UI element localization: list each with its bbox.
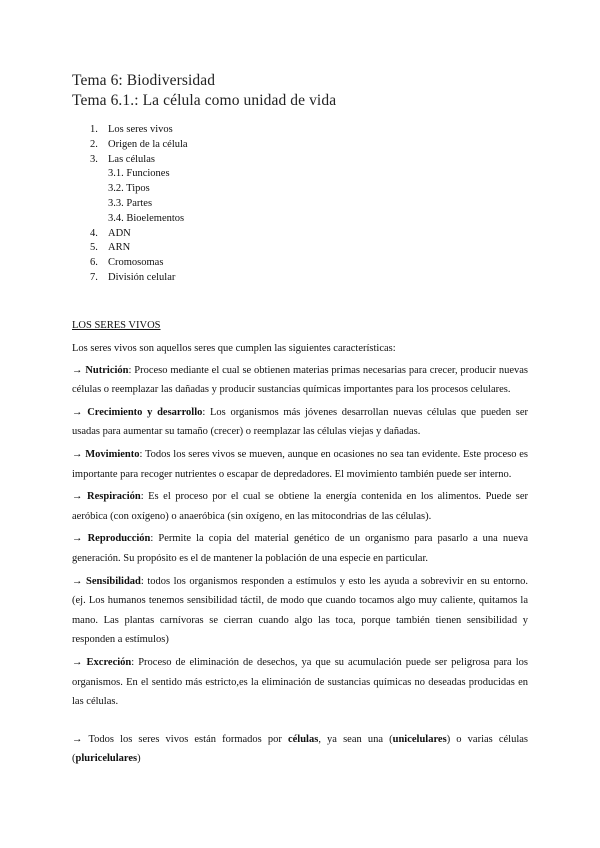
characteristic-excrecion: → Excreción: Proceso de eliminación de desechos, ya que su acumulación puede ser peligrosa para los organismos. En el sentido más estricto,es la eliminación de sustancias químicas no deseadas producidas en las células. xyxy=(72,656,528,708)
toc-item: 6. Cromosomas xyxy=(90,257,164,269)
section-intro: Los seres vivos son aquellos seres que cumplen las siguientes características: xyxy=(72,343,396,354)
characteristic-sensibilidad: → Sensibilidad: todos los organismos responden a estímulos y esto les ayuda a sobrevivir en su entorno. (ej. Los humanos tenemos sensibilidad táctil, de modo que cuando tocamos algo muy caliente, quitamos la mano. Las plantas carnívoras se cierran cuando algo las toca, porque también tienen sensibilidad y responden a estímulos) xyxy=(72,575,529,646)
toc-subitem: 3.4. Bioelementos xyxy=(108,212,185,224)
document-subtitle: Tema 6.1.: La célula como unidad de vida xyxy=(72,92,337,109)
closing-statement: → Todos los seres vivos están formados por células, ya sean una (unicelulares) o varias células (pluricelulares) xyxy=(72,733,528,765)
toc-item: 2. Origen de la célula xyxy=(90,138,188,150)
characteristic-movimiento: → Movimiento: Todos los seres vivos se mueven, aunque en ocasiones no sea tan evidente. Este proceso es importante para recoger nutrientes o escapar de depredadores. El movimiento también puede ser interno. xyxy=(72,448,528,480)
section-seres-vivos xyxy=(72,318,528,772)
toc-item: 4. ADN xyxy=(90,227,131,239)
characteristic-nutricion: → Nutrición: Proceso mediante el cual se obtienen materias primas necesarias para crecer, producir nuevas células o reemplazar las dañadas y producir sustancias químicas importantes para los procesos celulares. xyxy=(72,364,528,396)
document-title: Tema 6: Biodiversidad xyxy=(72,72,216,89)
characteristic-reproduccion: → Reproducción: Permite la copia del material genético de un organismo para pasarlo a una nueva generación. Su propósito es el de mantener la población de una especie en particular. xyxy=(72,533,528,564)
toc-item: 1. Los seres vivos xyxy=(90,124,173,135)
table-of-contents xyxy=(72,123,188,286)
toc-subitem: 3.2. Tipos xyxy=(108,183,150,195)
characteristic-crecimiento: → Crecimiento y desarrollo: Los organismos más jóvenes desarrollan nuevas células que pueden ser usadas para aumentar su tamaño (crecer) o reemplazar las células viejas y dañadas. xyxy=(72,406,529,438)
toc-subitem: 3.1. Funciones xyxy=(108,168,170,180)
characteristic-respiracion: → Respiración: Es el proceso por el cual se obtiene la energía contenida en los alimentos. Puede ser aeróbica (con oxígeno) o anaeróbica (sin oxígeno, en las mitocondrias de las células). xyxy=(72,491,529,522)
toc-item: 7. División celular xyxy=(90,271,176,283)
toc-subitem: 3.3. Partes xyxy=(108,197,153,209)
toc-item: 3. Las células xyxy=(90,153,155,165)
section-heading: LOS SERES VIVOS xyxy=(72,320,161,331)
toc-item: 5. ARN xyxy=(90,242,131,254)
